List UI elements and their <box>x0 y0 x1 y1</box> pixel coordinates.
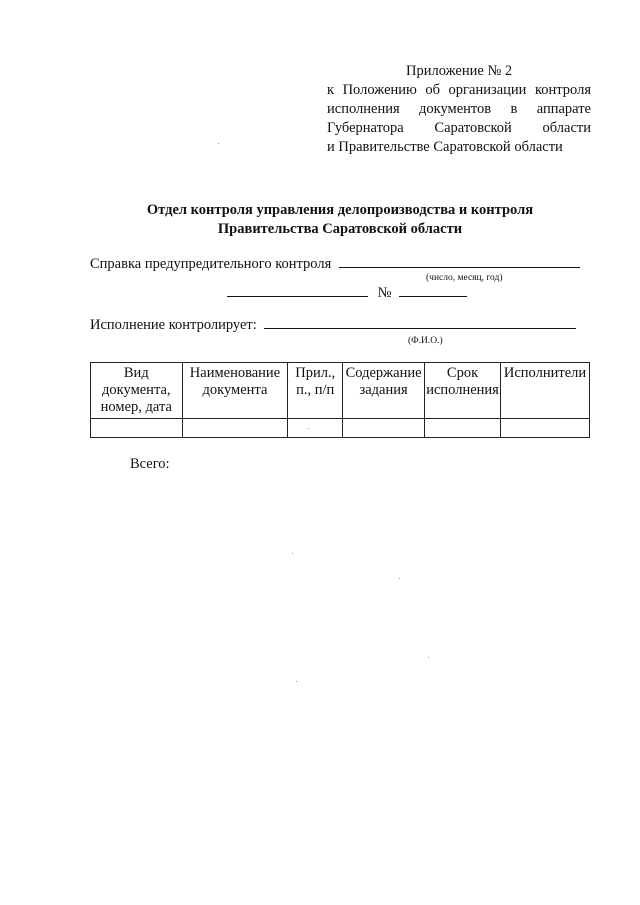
department-heading <box>90 201 590 239</box>
scan-speck <box>218 143 219 144</box>
header-doc-type: Вид документа, номер, дата <box>91 363 183 419</box>
scan-speck <box>428 657 429 658</box>
header-deadline: Срок исполнения <box>425 363 501 419</box>
table-cell[interactable] <box>288 419 343 438</box>
reference-number-line[interactable] <box>399 284 467 297</box>
reference-date-line[interactable] <box>339 255 580 268</box>
control-row <box>90 316 576 334</box>
reference-label: Справка предупредительного контроля <box>90 256 332 272</box>
control-label: Исполнение контролирует: <box>90 317 257 333</box>
scan-speck <box>292 553 293 554</box>
header-doc-name: Наименование документа <box>182 363 288 419</box>
scan-speck <box>399 578 400 579</box>
appendix-block <box>327 62 591 157</box>
appendix-line: исполнения документов в аппарате <box>327 101 591 117</box>
header-attachment: Прил., п., п/п <box>288 363 343 419</box>
table-cell[interactable] <box>91 419 183 438</box>
heading-line-1: Отдел контроля управления делопроизводства и контроля <box>146 202 534 218</box>
reference-row <box>90 255 580 273</box>
reference-date-hint: (число, месяц, год) <box>426 273 503 283</box>
appendix-line: Губернатора Саратовской области <box>327 120 591 136</box>
header-executors: Исполнители <box>501 363 590 419</box>
table-row <box>91 419 590 438</box>
table-cell[interactable] <box>182 419 288 438</box>
total-label: Всего: <box>130 456 170 472</box>
table-cell[interactable] <box>343 419 425 438</box>
header-task-content: Содержание задания <box>343 363 425 419</box>
scan-speck <box>296 681 297 682</box>
control-name-line[interactable] <box>264 316 576 329</box>
appendix-title: Приложение № 2 <box>406 63 513 79</box>
table-cell[interactable] <box>425 419 501 438</box>
control-name-hint: (Ф.И.О.) <box>408 336 443 346</box>
reference-extra-line[interactable] <box>227 284 368 297</box>
number-sign: № <box>377 285 392 301</box>
appendix-line: к Положению об организации контроля <box>327 82 591 98</box>
reference-number-row <box>227 284 467 302</box>
heading-line-2: Правительства Саратовской области <box>217 221 463 237</box>
scan-speck <box>308 428 309 429</box>
table-cell[interactable] <box>501 419 590 438</box>
appendix-line: и Правительстве Саратовской области <box>327 139 563 155</box>
table-header-row <box>91 363 590 419</box>
control-table <box>90 362 590 438</box>
